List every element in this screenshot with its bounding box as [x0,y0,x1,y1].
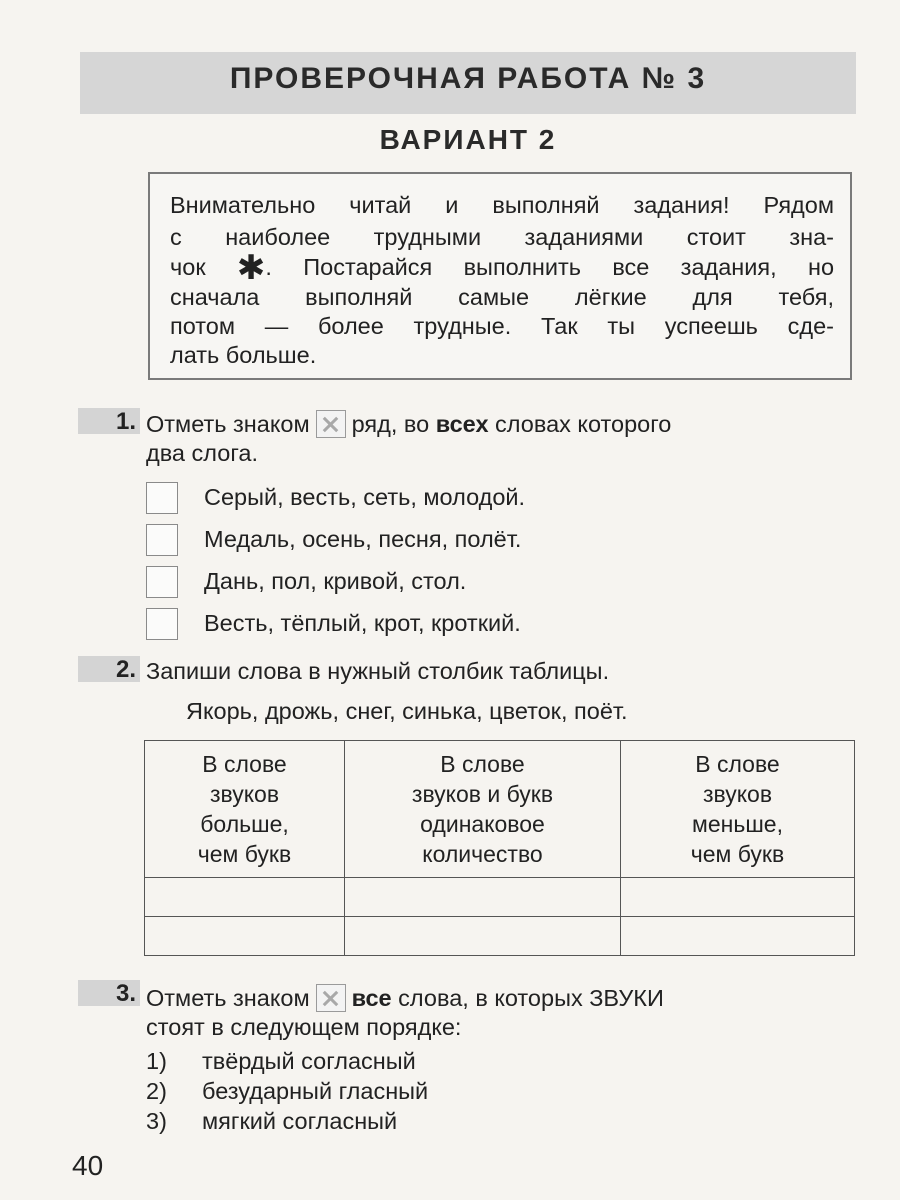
task-1-line-1 [146,410,671,438]
task-1-number: 1. [115,408,136,435]
task-2-line-1: Запиши слова в нужный столбик таблицы. [146,658,610,684]
task-3-text-a: Отметь знаком [146,985,310,1011]
list-item [146,1108,397,1135]
task-3-bold-word: все [351,985,392,1011]
header-line: звуков [209,781,280,807]
option-checkbox-1[interactable] [146,482,178,514]
table-row [145,917,855,956]
instructions-line-5: потом — более трудные. Так ты успеешь сде- [170,313,834,339]
task-3-line-2: стоят в следующем порядке: [146,1014,462,1040]
option-text-3: Дань, пол, кривой, стол. [204,568,467,594]
star-icon: ✱ [236,249,266,287]
task-1-text-a: Отметь знаком [146,411,310,437]
table-row [145,878,855,917]
option-text-1: Серый, весть, сеть, молодой. [204,484,526,510]
task-3-text-b: слова, в которых ЗВУКИ [398,985,664,1011]
table-cell[interactable] [621,917,855,956]
task-2-line-2: Якорь, дрожь, снег, синька, цветок, поёт. [186,698,628,724]
header-line: В слове [440,751,525,777]
header-line: В слове [202,751,287,777]
instructions-line-3-start: чок [170,254,206,280]
header-line: В слове [695,751,780,777]
list-item [146,1078,428,1105]
table-cell[interactable] [145,917,345,956]
header-line: больше, [200,811,289,837]
task-1-bold-word: всех [435,411,489,437]
instructions-line-3-end: . Постарайся выполнить все задания, но [265,254,835,280]
list-item-number: 2) [146,1078,167,1104]
task-1-text-c: словах которого [495,411,672,437]
option-checkbox-4[interactable] [146,608,178,640]
instructions-line-1: Внимательно читай и выполняй задания! Рядом [170,192,834,218]
task-1-text-b: ряд, во [351,411,430,437]
table-cell[interactable] [145,878,345,917]
instructions-line-4: сначала выполняй самые лёгкие для тебя, [170,284,834,310]
x-mark-icon [316,410,346,438]
option-text-2: Медаль, осень, песня, полёт. [204,526,522,552]
header-line: одинаковое [420,811,545,837]
task-3-number: 3. [115,980,136,1007]
header-line: звуков [702,781,773,807]
task-2-number: 2. [115,656,136,683]
header-line: чем букв [690,841,785,867]
table-header-row [145,741,855,878]
answer-table [144,740,855,956]
list-item-number: 3) [146,1108,167,1134]
page-title: ПРОВЕРОЧНАЯ РАБОТА № 3 [229,62,707,95]
table-cell[interactable] [621,878,855,917]
table-header-cell [345,741,621,878]
list-item-number: 1) [146,1048,167,1074]
header-line: меньше, [692,811,783,837]
list-item [146,1048,416,1075]
option-checkbox-3[interactable] [146,566,178,598]
header-line: звуков и букв [411,781,554,807]
list-item-text: мягкий согласный [202,1108,398,1134]
task-3-line-1 [146,984,664,1012]
header-line: чем букв [197,841,292,867]
table-cell[interactable] [345,917,621,956]
page-number: 40 [72,1150,104,1181]
table-header-cell [621,741,855,878]
instructions-line-6: лать больше. [170,342,317,368]
x-mark-icon [316,984,346,1012]
task-1-line-2: два слога. [146,440,258,466]
table-cell[interactable] [345,878,621,917]
option-checkbox-2[interactable] [146,524,178,556]
list-item-text: твёрдый согласный [202,1048,416,1074]
instructions-line-2: с наиболее трудными заданиями стоит зна- [170,224,834,250]
list-item-text: безударный гласный [202,1078,429,1104]
table-header-cell [145,741,345,878]
option-text-4: Весть, тёплый, крот, кроткий. [204,610,521,636]
instructions-box [148,172,852,380]
header-line: количество [422,841,543,867]
variant-heading: ВАРИАНТ 2 [379,124,557,155]
instructions-line-3 [170,249,835,287]
